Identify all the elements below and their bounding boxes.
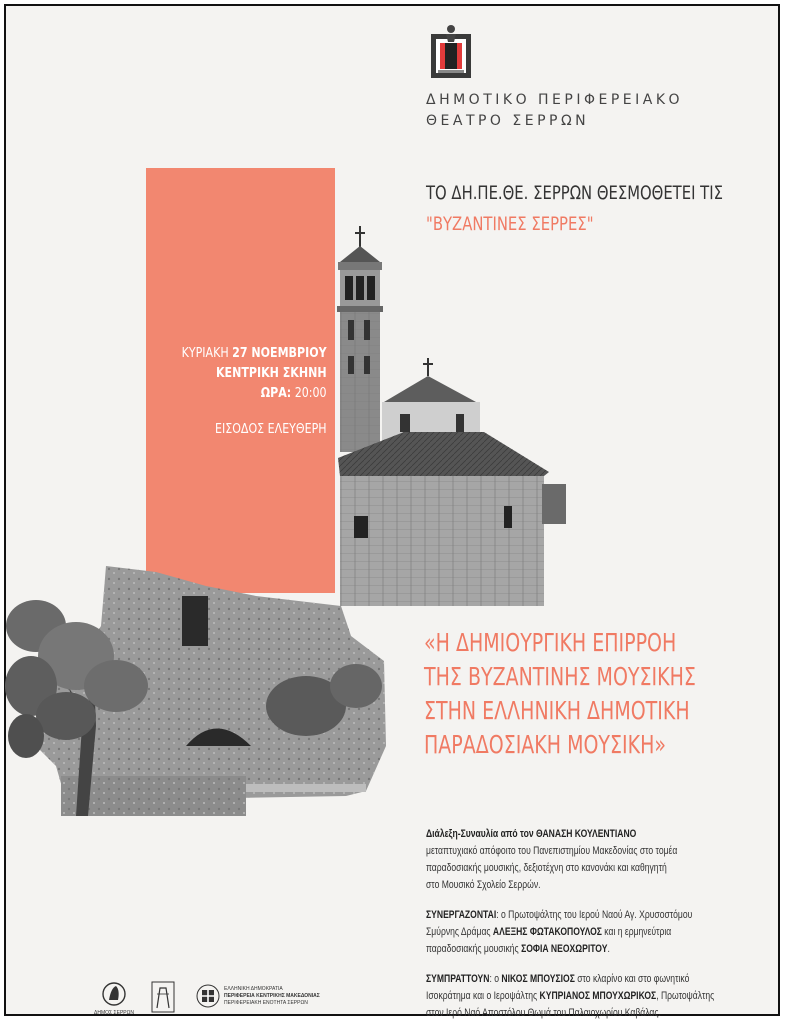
event-time-label: ΩΡΑ: bbox=[261, 386, 292, 401]
lecture-title-line3: ΣΤΗΝ ΕΛΛΗΝΙΚΗ ΔΗΜΟΤΙΚΗ bbox=[424, 696, 690, 725]
lecturer-line2: παραδοσιακής μουσικής, δεξιοτέχνη στο κανονάκι και καθηγητή bbox=[426, 862, 667, 874]
event-venue: ΚΕΝΤΡΙΚΗ ΣΚΗΝΗ bbox=[216, 366, 327, 381]
lecture-title-line4: ΠΑΡΑΔΟΣΙΑΚΗ ΜΟΥΣΙΚΗ» bbox=[424, 730, 667, 759]
perform-line3: στον Ιερό Ναό Αποστόλου Θωμά του Παλαιοχωρίου Καβάλας. bbox=[426, 1007, 661, 1019]
municipality-logo-icon bbox=[94, 983, 134, 1016]
perform-line2b: , Πρωτοψάλτης bbox=[656, 990, 715, 1002]
event-details bbox=[182, 344, 327, 440]
collab-line3a: παραδοσιακής μουσικής bbox=[426, 943, 522, 955]
lecturer-line1: μεταπτυχιακό απόφοιτο του Πανεπιστημίου Μακεδονίας στο τομέα bbox=[426, 845, 678, 857]
collab-line1: : ο Πρωτοψάλτης του Ιερού Ναού Αγ. Χρυσοστόμου bbox=[496, 909, 693, 921]
lecture-title-line2: ΤΗΣ ΒΥΖΑΝΤΙΝΗΣ ΜΟΥΣΙΚΗΣ bbox=[424, 662, 696, 691]
ruins-image bbox=[6, 566, 396, 821]
event-date: 27 ΝΟΕΜΒΡΙΟΥ bbox=[232, 346, 327, 361]
lecturer-paragraph bbox=[426, 826, 769, 894]
lecture-info bbox=[426, 826, 769, 1035]
poster-frame bbox=[4, 4, 780, 1019]
municipality-label: ΔΗΜΟΣ ΣΕΡΡΩΝ bbox=[94, 1010, 134, 1016]
lecturer-intro: Διάλεξη-Συναυλία από τον ΘΑΝΑΣΗ ΚΟΥΛΕΝΤΙΑΝΟ bbox=[426, 828, 637, 840]
perform-line1a: : ο bbox=[489, 973, 502, 985]
collab-line2b: και η ερμηνεύτρια bbox=[601, 926, 672, 938]
region-logo-icon bbox=[197, 985, 219, 1007]
region-line1: ΕΛΛΗΝΙΚΗ ΔΗΜΟΚΡΑΤΙΑ bbox=[224, 986, 283, 992]
theatre-name-line1: ΔΗΜΟΤΙΚΟ ΠΕΡΙΦΕΡΕΙΑΚΟ bbox=[426, 92, 684, 108]
event-day: ΚΥΡΙΑΚΗ bbox=[181, 346, 230, 361]
sponsor-logos bbox=[94, 980, 342, 1020]
region-line2: ΠΕΡΙΦΕΡΕΙΑ ΚΕΝΤΡΙΚΗΣ ΜΑΚΕΔΟΝΙΑΣ bbox=[224, 993, 320, 999]
collab-name2: ΣΟΦΙΑ ΝΕΟΧΩΡΙΤΟΥ bbox=[521, 943, 608, 955]
performers-paragraph bbox=[426, 971, 769, 1022]
theatre-name bbox=[426, 90, 683, 132]
perform-line2a: Ισοκράτημα και ο Ιεροψάλτης bbox=[426, 990, 540, 1002]
collab-line3b: . bbox=[607, 943, 610, 955]
lyre-logo-icon bbox=[152, 982, 174, 1012]
event-block bbox=[146, 168, 335, 593]
headline-line1: ΤΟ ΔΗ.ΠΕ.ΘΕ. ΣΕΡΡΩΝ ΘΕΣΜΟΘΕΤΕΙ ΤΙΣ bbox=[426, 182, 723, 204]
theatre-name-line2: ΘΕΑΤΡΟ ΣΕΡΡΩΝ bbox=[426, 113, 590, 129]
collaborators-paragraph bbox=[426, 907, 769, 958]
event-time: 20:00 bbox=[295, 386, 327, 401]
perform-name1: ΝΙΚΟΣ ΜΠΟΥΣΙΟΣ bbox=[501, 973, 575, 985]
lecturer-line3: στο Μουσικό Σχολείο Σερρών. bbox=[426, 879, 541, 891]
lecture-title-line1: «Η ΔΗΜΙΟΥΡΓΙΚΗ ΕΠΙΡΡΟΗ bbox=[424, 628, 677, 657]
event-entry: ΕΙΣΟΔΟΣ ΕΛΕΥΘΕΡΗ bbox=[215, 422, 327, 437]
theatre-logo-icon bbox=[428, 20, 474, 80]
perform-name2: ΚΥΠΡΙΑΝΟΣ ΜΠΟΥΧΩΡΙΚΟΣ bbox=[539, 990, 657, 1002]
church-image bbox=[334, 226, 574, 606]
collab-name1: ΑΛΕΞΗΣ ΦΩΤΑΚΟΠΟΥΛΟΣ bbox=[492, 926, 602, 938]
collab-line2a: Σμύρνης Δράμας bbox=[426, 926, 493, 938]
perform-line1b: στο κλαρίνο και στο φωνητικό bbox=[574, 973, 690, 985]
lecture-title bbox=[424, 626, 728, 762]
headline-line2: "ΒΥΖΑΝΤΙΝΕΣ ΣΕΡΡΕΣ" bbox=[426, 213, 594, 235]
perform-label: ΣΥΜΠΡΑΤΤΟΥΝ bbox=[426, 973, 490, 985]
region-line3: ΠΕΡΙΦΕΡΕΙΑΚΗ ΕΝΟΤΗΤΑ ΣΕΡΡΩΝ bbox=[224, 1000, 308, 1006]
collab-label: ΣΥΝΕΡΓΑΖΟΝΤΑΙ bbox=[426, 909, 497, 921]
